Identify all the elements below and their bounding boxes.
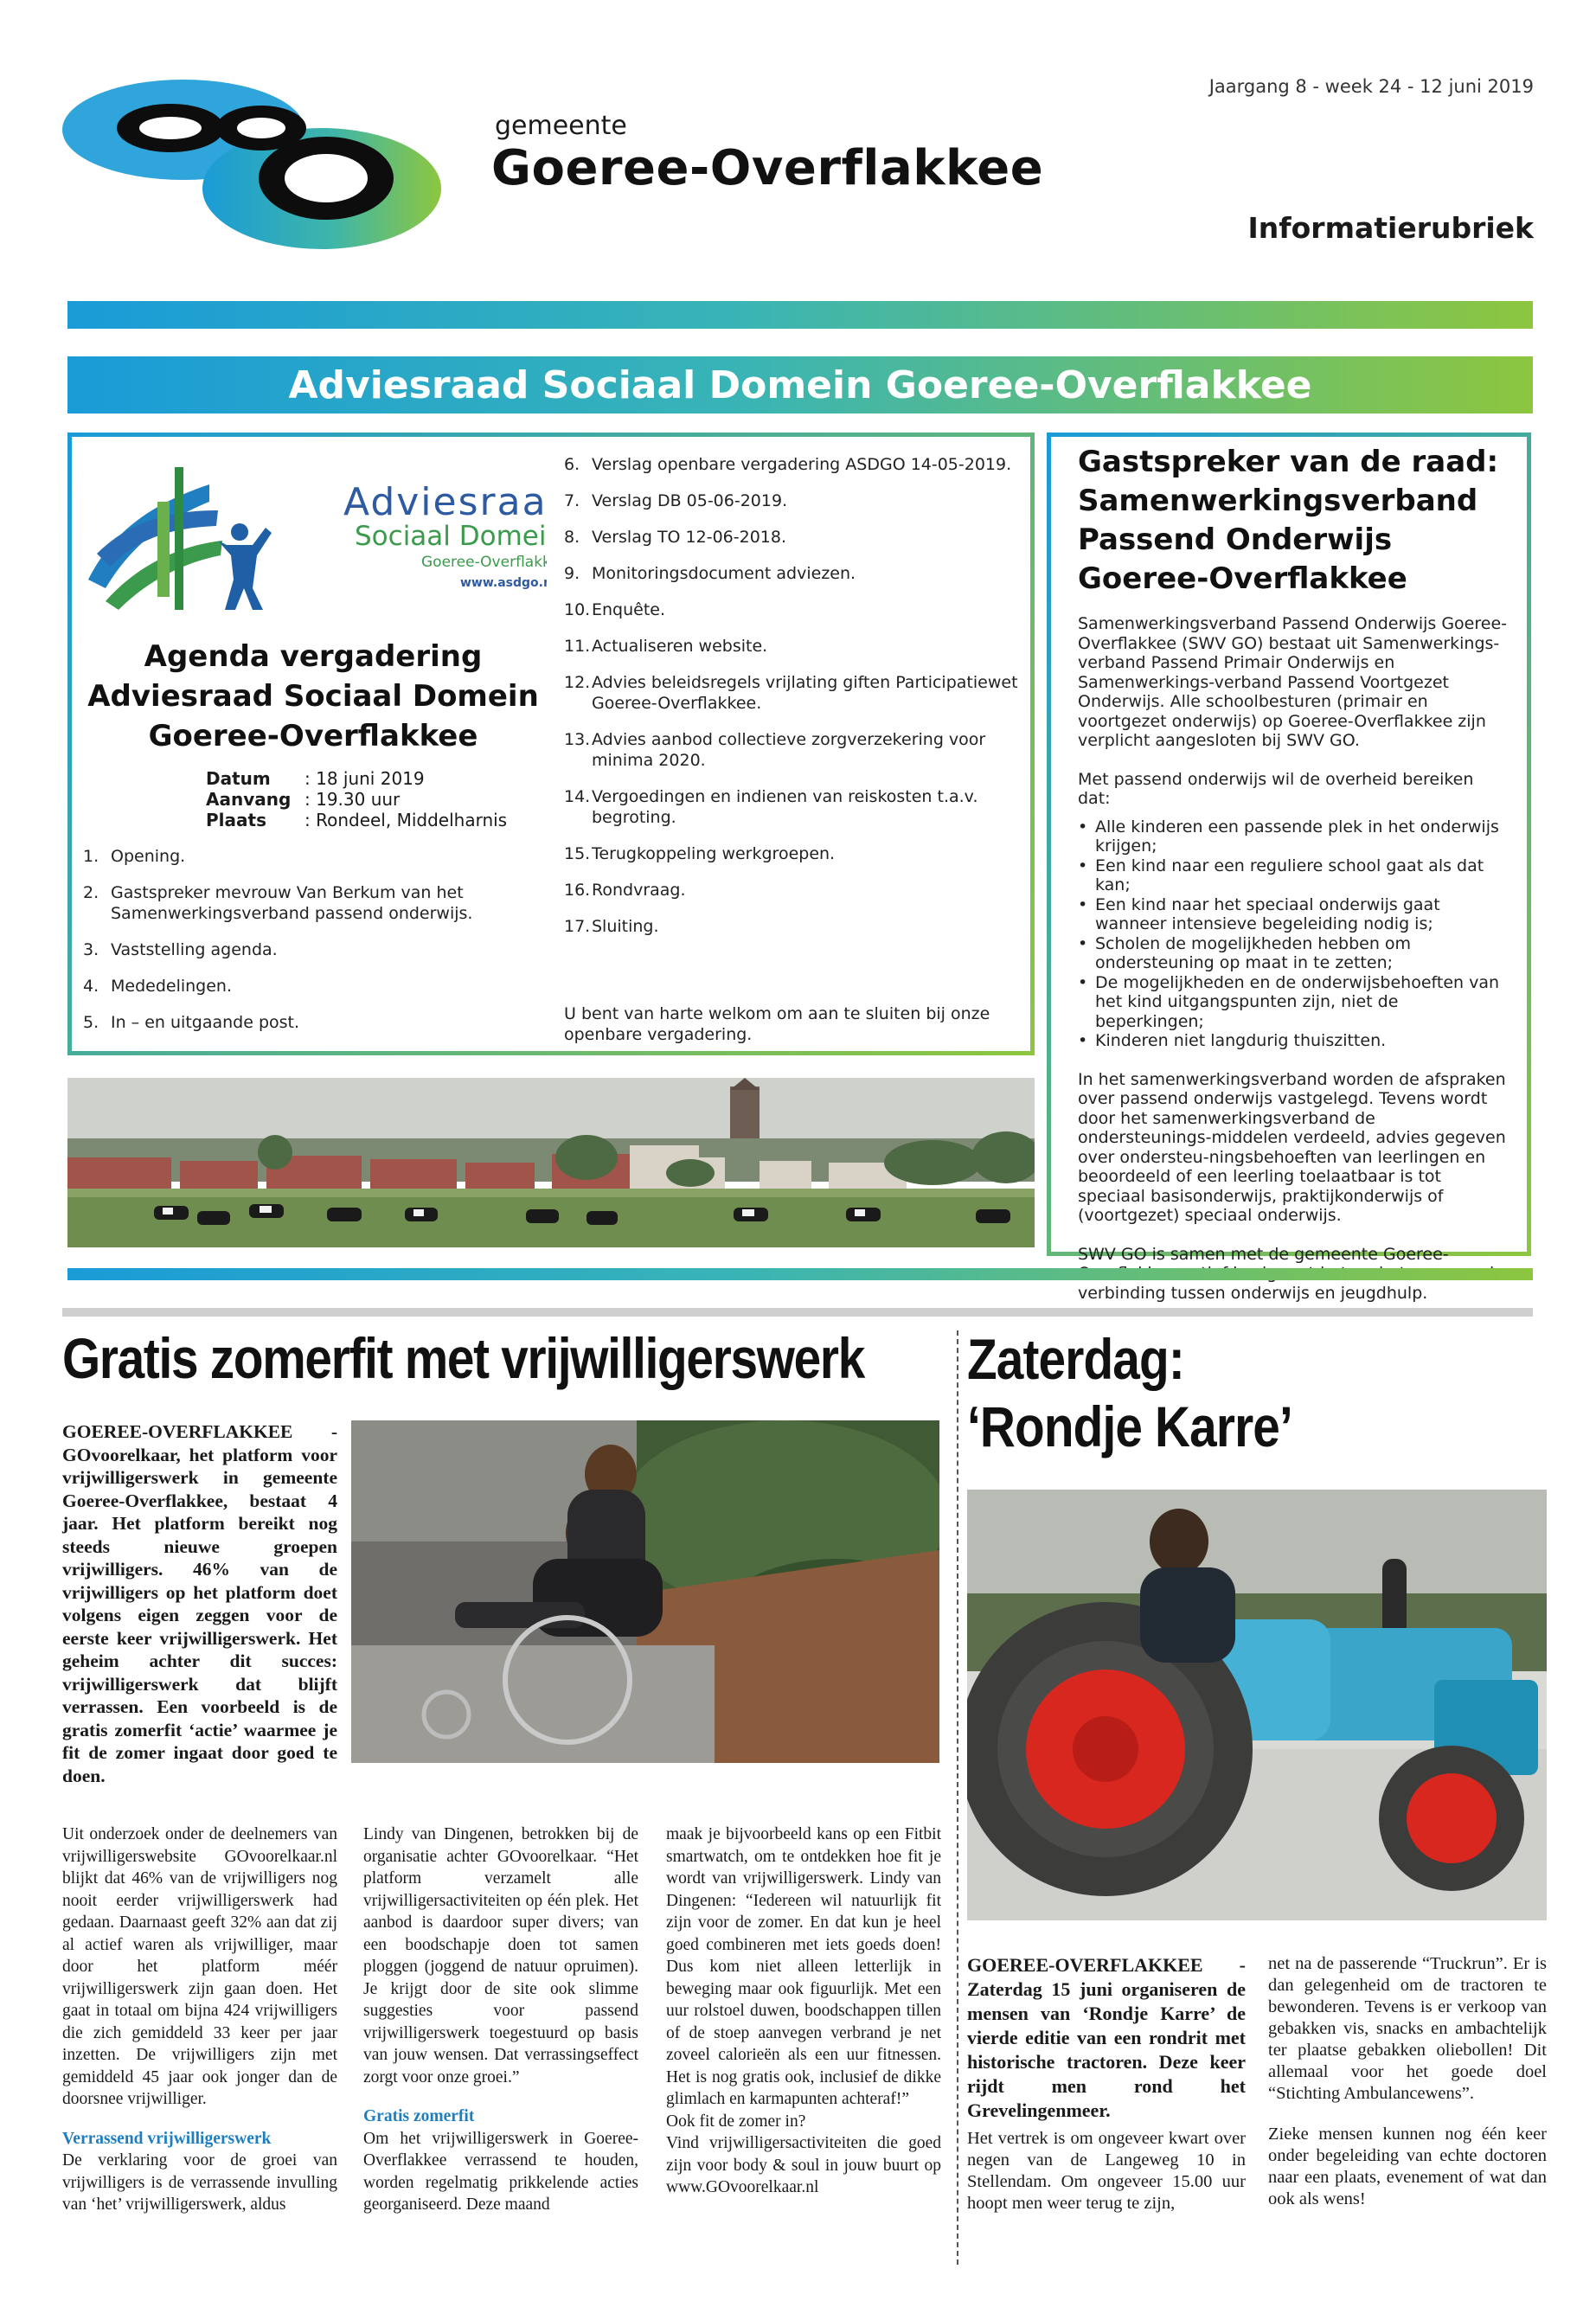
karre-column-2: [1268, 1953, 1547, 2229]
agenda-item: 17. Sluiting.: [564, 917, 659, 936]
agenda-item: 7. Verslag DB 05-06-2019.: [564, 491, 788, 510]
agenda-list-right: [564, 454, 1027, 952]
meta-key: Aanvang: [206, 789, 292, 810]
karre-headline-line1: Zaterdag:: [967, 1327, 1184, 1391]
gastspreker-paragraph: In het samenwerkingsverband worden de afspraken over passend onderwijs vastgelegd. Tevens wordt door het samenwerkingsverband de ondersteunings-middelen verdeeld, advies gegeven over ondersteu-ningsbehoeften van leerlingen en beoordeeld of een leerling toelaatbaar is tot speciaal basisonderwijs, praktijkonderwijs of (voortgezet) speciaal onderwijs.: [1078, 1069, 1506, 1225]
agenda-item: 11. Actualiseren website.: [564, 637, 768, 656]
agenda-list-left: [83, 846, 533, 1048]
bullet-item: • Scholen de mogelijkheden hebben om ondersteuning op maat in te zetten;: [1078, 934, 1510, 973]
zomerfit-lead: GOEREE-OVERFLAKKEE - GOvoorelkaar, het platform voor vrijwilligerswerk in gemeente Goeree-Overflakkee, bestaat 4 jaar. Het platform bereikt nog steeds nieuwe groepen vrijwilligers. 46% van de vrijwilligers op het platform doet volgens eigen zeggen voor de eerste keer vrijwilligerswerk. Het geheim achter dit succes: vrijwilligerswerk dat blijft verrassen. Een voorbeeld is de gratis zomerfit ‘actie’ waarmee je fit de zomer ingaat door goed te doen.: [62, 1421, 337, 1786]
header-issue-info: Jaargang 8 - week 24 - 12 juni 2019: [1208, 76, 1534, 97]
bullet-item: • Een kind naar het speciaal onderwijs gaat wanneer intensieve begeleiding nodig is;: [1078, 895, 1510, 934]
bullet-item: • Kinderen niet langdurig thuiszitten.: [1078, 1031, 1510, 1051]
meta-key: Datum: [206, 768, 271, 789]
agenda-item: 9. Monitoringsdocument adviezen.: [564, 564, 856, 583]
zomerfit-column-1: [62, 1823, 337, 2216]
agenda-item: 4. Mededelingen.: [83, 977, 233, 996]
header-gemeente: gemeente: [495, 111, 627, 141]
article-paragraph: Zieke mensen kunnen nog één keer onder begeleiding van echte doctoren naar een plaats, evenement of wat dan ook als wens!: [1268, 2125, 1547, 2208]
meta-value: : Rondeel, Middelharnis: [304, 810, 508, 830]
karre-lead: GOEREE-OVERFLAKKEE - Zaterdag 15 juni organiseren de mensen van ‘Rondje Karre’ de vierde editie van een rondrit met historische tractoren. Deze keer rijdt men rond het Grevelingenmeer.: [967, 1954, 1246, 2121]
agenda-item: 14. Vergoedingen en indienen van reiskosten t.a.v. begroting.: [564, 787, 978, 827]
gemeente-logo: [62, 76, 452, 249]
agenda-title-line2: Adviesraad Sociaal Domein: [87, 679, 539, 714]
bullet-item: • Alle kinderen een passende plek in het onderwijs krijgen;: [1078, 817, 1510, 856]
agenda-title-line3: Goeree-Overflakkee: [148, 719, 478, 753]
karre-headline: [967, 1325, 1488, 1460]
section-divider-bar: [67, 1268, 1533, 1280]
article-paragraph: Het vertrek is om ongeveer kwart over negen van de Langeweg 10 in Stellendam. Om ongeveer 15.00 uur hoopt men weer terug te zijn,: [967, 2129, 1246, 2213]
gastspreker-bullets: [1078, 817, 1510, 1051]
article-paragraph: Uit onderzoek onder de deelnemers van vrijwilligerswebsite GOvoorelkaar.nl blijkt dat 46% van de vrijwilligers nog nooit eerder vrijwilligerswerk had gedaan. Daarnaast geeft 32% aan dat zij al actief waren als vrijwilliger, maar door het platform méér vrijwilligerswerk zijn gaan doen. Het gaat in totaal om bijna 424 vrijwilligers die zich gemiddeld 33 keer per jaar inzetten. De vrijwilligers zijn met gemiddeld 45 jaar ook jonger dan de doorsnee vrijwilliger.: [62, 1825, 337, 2108]
agenda-item: 10. Enquête.: [564, 600, 666, 619]
agenda-item: 13. Advies aanbod collectieve zorgverzekering voor minima 2020.: [564, 730, 986, 770]
article-paragraph: net na de passerende “Truckrun”. Er is dan gelegenheid om de tractoren te bewonderen. Tevens is er verkoop van gebakken vis, snacks en ambachtelijk ter plaatse gebakken oliebollen! Dit allemaal voor het goede doel “Stichting Ambulancewens”.: [1268, 1954, 1547, 2103]
agenda-item: 2. Gastspreker mevrouw Van Berkum van het Samenwerkingsverband passend onderwijs.: [83, 883, 473, 923]
agenda-item: 1. Opening.: [83, 847, 186, 866]
bullet-item: • De mogelijkheden en de onderwijsbehoeften van het kind uitgangspunten zijn, niet de beperkingen;: [1078, 973, 1510, 1032]
header-municipality-name: Goeree-Overflakkee: [491, 140, 1044, 196]
zomerfit-column-2: [363, 1823, 638, 2216]
zomerfit-column-3: [666, 1823, 941, 2199]
karre-headline-line2: ‘Rondje Karre’: [967, 1394, 1292, 1458]
tractor-photo: [967, 1490, 1547, 1920]
article-paragraph: Om het vrijwilligerswerk in Goeree-Overflakkee verrassend te houden, worden regelmatig prikkelende acties georganiseerd. Deze maand: [363, 2129, 638, 2214]
agenda-welcome-text: U bent van harte welkom om aan te sluiten bij onze openbare vergadering.: [564, 1004, 990, 1044]
article-paragraph: Vind vrijwilligersactiviteiten die goed zijn voor body & soul in jouw buurt op www.GOvoorelkaar.nl: [666, 2134, 941, 2196]
article-paragraph: Lindy van Dingenen, betrokken bij de organisatie achter GOvoorelkaar. “Het platform verzamelt alle vrijwilligersactiviteiten op één plek. Het aanbod is daardoor super divers; van een boodschapje doen tot samen ploggen (joggend de natuur opruimen). Je krijgt door de site ook slimme suggesties voor passend vrijwilligerswerk toegestuurd op basis van jouw wensen. Dat verrassingseffect zorgt voor onze groei.”: [363, 1825, 638, 2086]
wheelchair-photo: [351, 1420, 939, 1763]
meta-key: Plaats: [206, 810, 266, 830]
agenda-item: 15. Terugkoppeling werkgroepen.: [564, 844, 836, 863]
article-paragraph: De verklaring voor de groei van vrijwilligers is de verrassende invulling van ‘het’ vrijwilligerswerk, aldus: [62, 2151, 337, 2214]
gastspreker-body: [1078, 614, 1510, 1322]
landscape-photo: [67, 1078, 1035, 1247]
asd-logo-line2: Sociaal Domein: [355, 521, 547, 552]
agenda-item: 16. Rondvraag.: [564, 881, 686, 900]
header-section-title: Informatierubriek: [1247, 211, 1534, 245]
agenda-item: 8. Verslag TO 12-06-2018.: [564, 528, 787, 547]
meta-value: : 19.30 uur: [304, 789, 401, 810]
gastspreker-title: Gastspreker van de raad: Samenwerkingsverband Passend Onderwijs Goeree-Overflakkee: [1078, 445, 1499, 596]
zomerfit-headline: Gratis zomerfit met vrijwilligerswerk: [62, 1326, 865, 1390]
banner-title: Adviesraad Sociaal Domein Goeree-Overflakkee: [288, 362, 1312, 407]
asd-logo-line3: Goeree-Overflakk: [421, 554, 547, 571]
meta-value: : 18 juni 2019: [304, 768, 425, 789]
gastspreker-paragraph: SWV GO is samen met de gemeente Goeree- verbinding tussen onderwijs en jeugdhulp.: [1078, 1244, 1449, 1303]
agenda-title: [80, 637, 547, 756]
article-paragraph: Ook fit de zomer in?: [666, 2112, 806, 2131]
asd-logo: [80, 450, 547, 614]
column-divider: [957, 1330, 958, 2265]
article-paragraph: maak je bijvoorbeeld kans op een Fitbit smartwatch, om te ontdekken hoe fit je wordt van vrijwilligerswerk. Lindy van Dingenen: “Iedereen wil natuurlijk fit zijn voor de zomer. En dat kun je heel goed combineren met iets goeds doen! Dus kom niet alleen letterlijk in beweging maar ook figuurlijk. Met een uur rolstoel duwen, boodschappen tillen of de stoep aanvegen verbrand je net zoveel calorieën als een uur fitnessen. Het is nog gratis ook, inclusief de dikke glimlach en karmapunten achteraf!”: [666, 1825, 941, 2108]
asd-logo-line1: Adviesraa: [343, 480, 547, 524]
article-subheading: Gratis zomerfit: [363, 2107, 475, 2125]
agenda-item: 3. Vaststelling agenda.: [83, 940, 278, 959]
agenda-item: 6. Verslag openbare vergadering ASDGO 14-05-2019.: [564, 455, 1012, 474]
bullet-item: • Een kind naar een reguliere school gaat als dat kan;: [1078, 856, 1510, 895]
asd-logo-url: www.asdgo.nl: [460, 576, 547, 590]
gastspreker-paragraph: Met passend onderwijs wil de overheid bereiken dat:: [1078, 769, 1474, 808]
grey-rule: [62, 1308, 1533, 1317]
agenda-meta: [206, 768, 512, 830]
agenda-item: 12. Advies beleidsregels vrijlating giften Participatiewet Goeree-Overflakkee.: [564, 673, 1018, 713]
agenda-item: 5. In – en uitgaande post.: [83, 1013, 300, 1032]
header-gradient-bar: [67, 301, 1533, 329]
karre-column-1: [967, 2128, 1246, 2234]
section-banner: [67, 356, 1533, 413]
gastspreker-paragraph: Samenwerkingsverband Passend Onderwijs Goeree-Overflakkee (SWV GO) bestaat uit Samenwerkings-verband Passend Primair Onderwijs en Samenwerkings-verband Passend Voortgezet Onderwijs. Alle schoolbesturen (primair en voortgezet onderwijs) op Goeree-Overflakkee zijn verplicht aangesloten bij SWV GO.: [1078, 614, 1507, 750]
agenda-title-line1: Agenda vergadering: [144, 639, 483, 674]
article-subheading: Verrassend vrijwilligerswerk: [62, 2129, 272, 2148]
